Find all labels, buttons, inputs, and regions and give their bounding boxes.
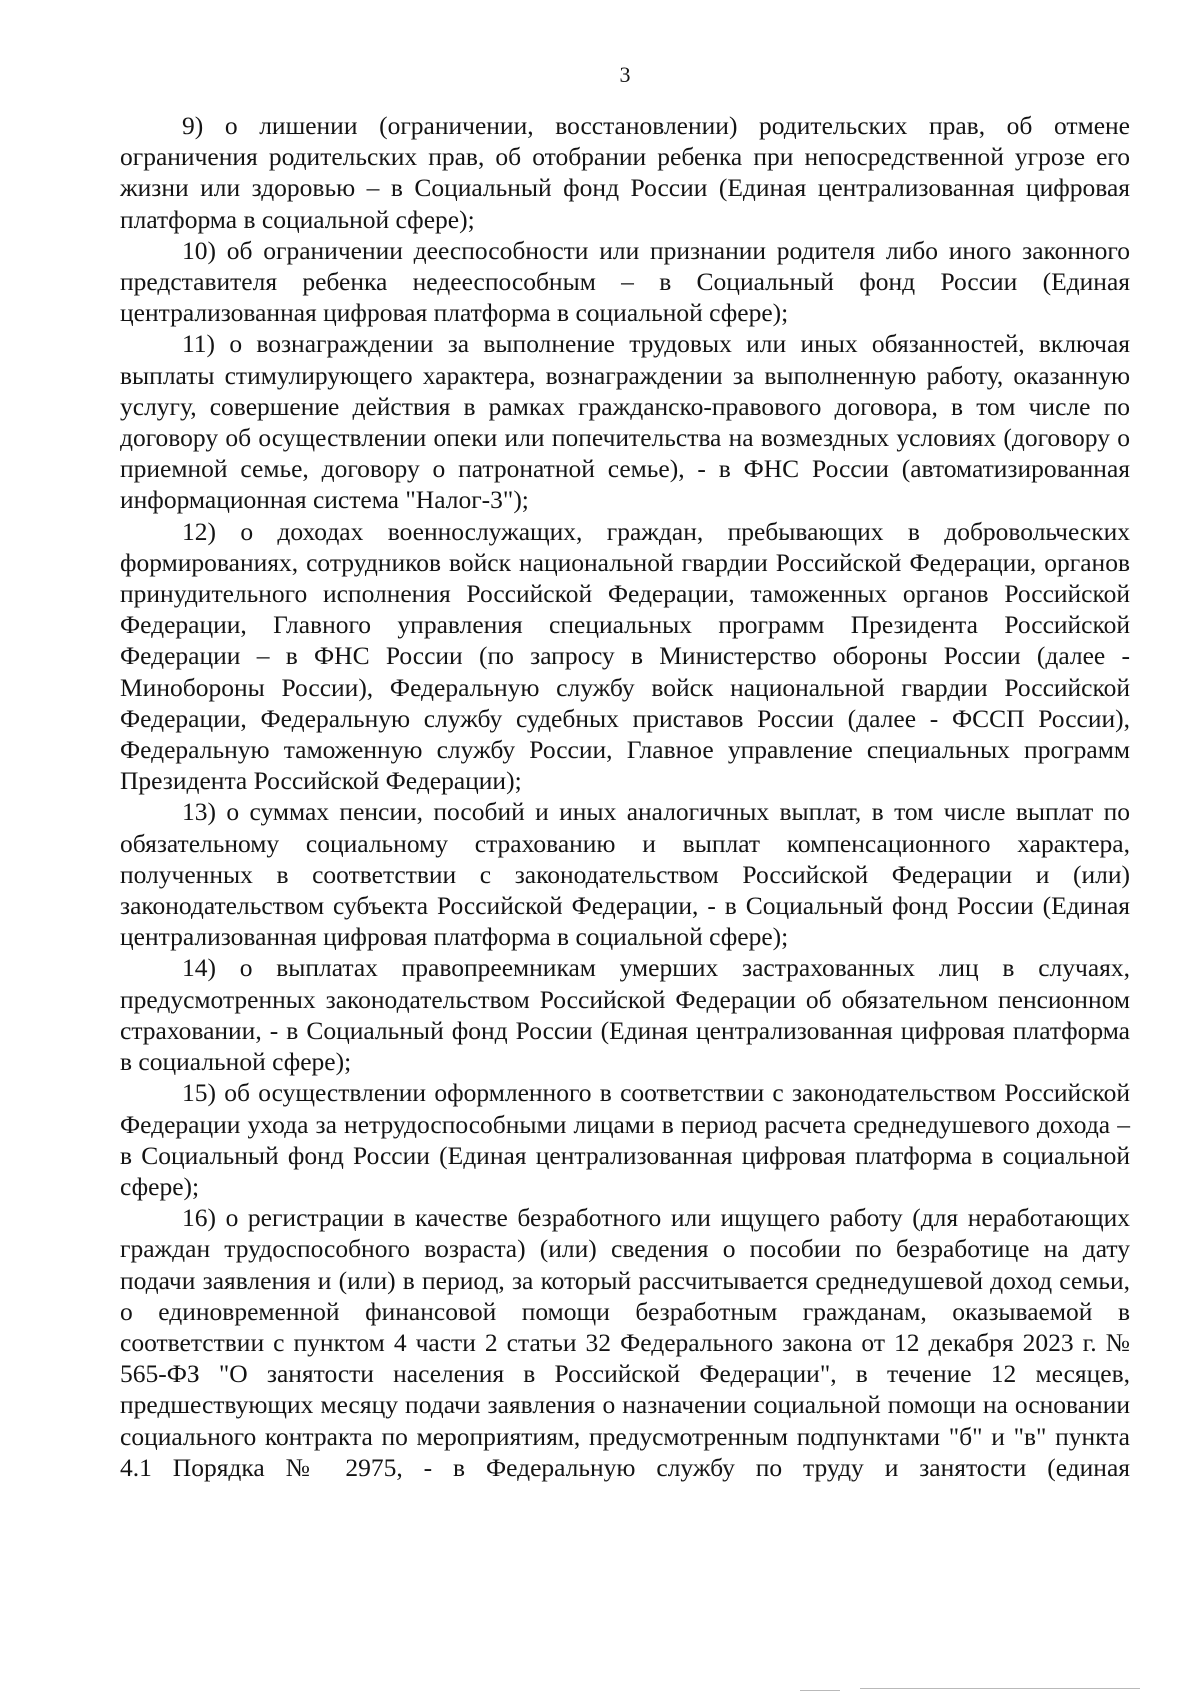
paragraph-item-12: 12) о доходах военнослужащих, граждан, пребывающих в добровольческих формированиях, сотрудников войск национальной гвардии Российской Федерации, органов принудительного исполнения Российской Федерации, таможенных органов Российской Федерации, Главного управления специальных программ Президента Российской Федерации – в ФНС России (по запросу в Министерство обороны России (далее - Минобороны России), Федеральную службу войск национальной гвардии Российской Федерации, Федеральную службу судебных приставов России (далее - ФССП России), Федеральную таможенную службу России, Главное управление специальных программ Президента Российской Федерации); <box>120 516 1130 796</box>
paragraph-item-14: 14) о выплатах правопреемникам умерших застрахованных лиц в случаях, предусмотренных законодательством Российской Федерации об обязательном пенсионном страховании, - в Социальный фонд России (Единая централизованная цифровая платформа в социальной сфере); <box>120 953 1130 1077</box>
paragraph-item-10: 10) об ограничении дееспособности или признании родителя либо иного законного представителя ребенка недееспособным – в Социальный фонд России (Единая централизованная цифровая платформа в социальной сфере); <box>120 235 1130 328</box>
paragraph-item-13: 13) о суммах пенсии, пособий и иных аналогичных выплат, в том числе выплат по обязательному социальному страхованию и выплат компенсационного характера, полученных в соответствии с законодательством Российской Федерации и (или) законодательством субъекта Российской Федерации, - в Социальный фонд России (Единая централизованная цифровая платформа в социальной сфере); <box>120 797 1130 952</box>
scan-artifact-line <box>860 1688 1140 1689</box>
paragraph-item-11: 11) о вознаграждении за выполнение трудовых или иных обязанностей, включая выплаты стимулирующего характера, вознаграждении за выполненную работу, оказанную услугу, совершение действия в рамках гражданско-правового договора, в том числе по договору об осуществлении опеки или попечительства на возмездных условиях (договору о приемной семье, договору о патронатной семье), - в ФНС России (автоматизированная информационная система "Налог-3"); <box>120 329 1130 515</box>
page-number: 3 <box>619 62 631 87</box>
scan-artifact-line <box>800 1690 840 1691</box>
paragraph-item-16: 16) о регистрации в качестве безработного или ищущего работу (для неработающих граждан трудоспособного возраста) (или) сведения о пособии по безработице на дату подачи заявления и (или) в период, за который рассчитывается среднедушевой доход семьи, о единовременной финансовой помощи безработным гражданам, оказываемой в соответствии с пунктом 4 части 2 статьи 32 Федерального закона от 12 декабря 2023 г. № 565-ФЗ "О занятости населения в Российской Федерации", в течение 12 месяцев, предшествующих месяцу подачи заявления о назначении социальной помощи на основании социального контракта по мероприятиям, предусмотренным подпунктами "б" и "в" пункта 4.1 Порядка № 2975, - в Федеральную службу по труду и занятости (единая <box>120 1203 1130 1482</box>
paragraph-item-9: 9) о лишении (ограничении, восстановлении) родительских прав, об отмене ограничения родительских прав, об отобрании ребенка при непосредственной угрозе его жизни или здоровью – в Социальный фонд России (Единая централизованная цифровая платформа в социальной сфере); <box>120 111 1130 234</box>
document-body <box>120 110 1130 1483</box>
paragraph-item-15: 15) об осуществлении оформленного в соответствии с законодательством Российской Федерации ухода за нетрудоспособными лицами в период расчета среднедушевого дохода – в Социальный фонд России (Единая централизованная цифровая платформа в социальной сфере); <box>120 1078 1130 1201</box>
